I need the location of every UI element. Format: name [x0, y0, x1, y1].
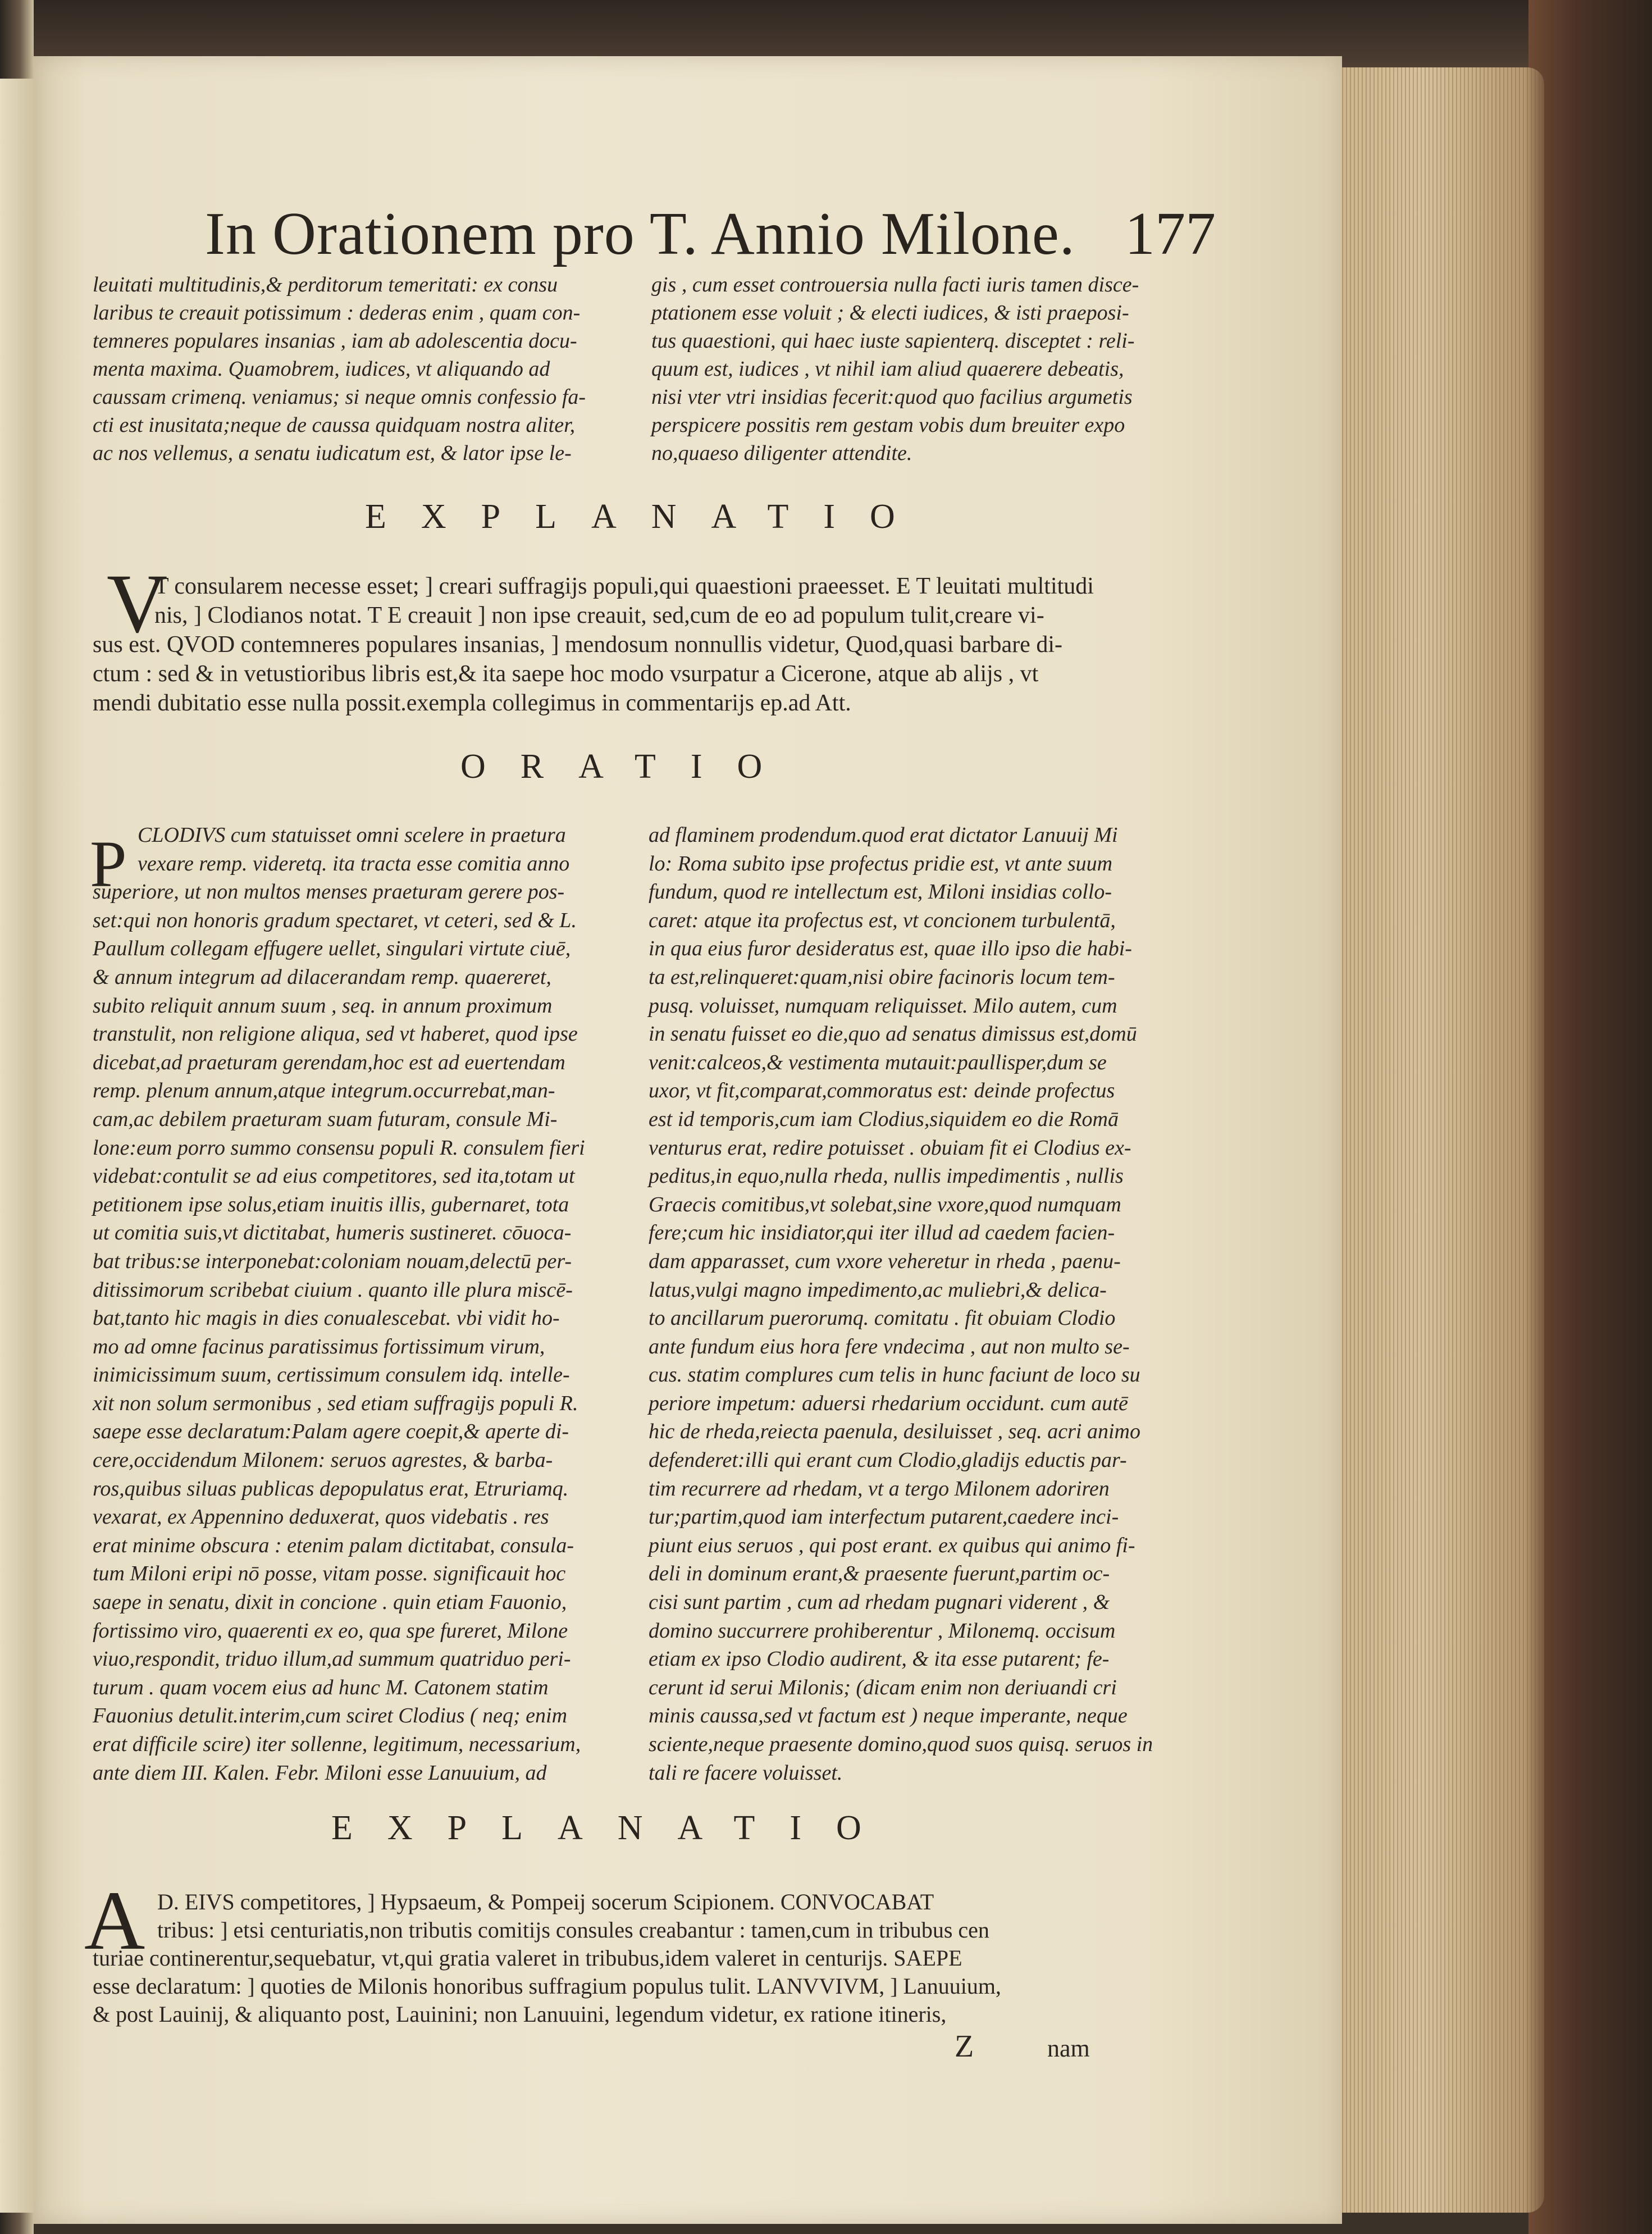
drop-initial: A: [84, 1874, 145, 1967]
oratio-column-left: [93, 821, 632, 1787]
text-line: turiae continerentur,sequebatur, vt,qui gratia valeret in tribubus,idem valeret in centurijs. SAEPE: [93, 1945, 962, 1971]
text-line: ante fundum eius hora fere vndecima , aut non multo se-: [649, 1334, 1130, 1358]
text-line: tum Miloni eripi nō posse, vitam posse. significauit hoc: [93, 1562, 566, 1586]
text-line: cus. statim complures cum telis in hunc faciunt de loco su: [649, 1363, 1140, 1387]
text-line: erat difficile scire) iter sollenne, legitimum, necessarium,: [93, 1733, 581, 1756]
text-line: & annum integrum ad dilacerandam remp. quaereret,: [93, 965, 551, 989]
text-line: lone:eum porro summo consensu populi R. consulem fieri: [93, 1136, 585, 1160]
text-line: defenderet:illi qui erant cum Clodio,gladijs eductis par-: [649, 1448, 1127, 1472]
text-line: ditissimorum scribebat ciuium . quanto ille plura miscē-: [93, 1278, 573, 1302]
text-line: ad flaminem prodendum.quod erat dictator Lanuuij Mi: [649, 823, 1118, 847]
drop-initial: V: [107, 557, 168, 650]
text-line: domino succurrere prohiberentur , Milonemq. occisum: [649, 1618, 1116, 1643]
text-line: est id temporis,cum iam Clodius,siquidem eo die Romā: [649, 1107, 1119, 1131]
text-line: minis caussa,sed vt factum est ) neque imperante, neque: [649, 1704, 1128, 1728]
text-line: ptationem esse voluit ; & electi iudices, & isti praeposi-: [651, 301, 1129, 325]
text-line: mo ad omne facinus paratissimus fortissimum virum,: [93, 1334, 545, 1358]
section-heading-oratio: ORATIO: [460, 747, 797, 786]
text-line: vexare remp. videretq. ita tracta esse comitia anno: [138, 851, 570, 876]
text-line: nisi vter vtri insidias fecerit:quod quo facilius argumetis: [651, 385, 1133, 409]
text-line: turum . quam vocem eius ad hunc M. Catonem statim: [93, 1675, 549, 1699]
text-line: transtulit, non religione aliqua, sed vt haberet, quod ipse: [93, 1022, 578, 1046]
text-line: ante diem III. Kalen. Febr. Miloni esse Lanuuium, ad: [93, 1761, 547, 1785]
text-line: fortissimo viro, quaerenti ex eo, qua spe fureret, Milone: [93, 1618, 568, 1643]
page-number: 177: [1125, 200, 1216, 267]
text-line: petitionem ipse solus,etiam inuitis illis, gubernaret, tota: [93, 1192, 569, 1216]
text-line: lo: Roma subito ipse profectus pridie est, vt ante suum: [649, 851, 1113, 876]
text-line: tim recurrere ad rhedam, vt a tergo Milonem adoriren: [649, 1476, 1110, 1501]
text-line: etiam ex ipso Clodio audirent, & ita esse putarent; fe-: [649, 1647, 1110, 1671]
text-line: Graecis comitibus,vt solebat,sine vxore,quod numquam: [649, 1192, 1121, 1216]
text-line: cerunt id serui Milonis; (dicam enim non deriuandi cri: [649, 1675, 1117, 1699]
book-cover-right: [1528, 0, 1652, 2234]
text-line: sciente,neque praesente domino,quod suos quisq. seruos in: [649, 1733, 1153, 1756]
text-line: videbat:contulit se ad eius competitores, sed ita,totam ut: [93, 1164, 575, 1188]
text-line: gis , cum esset controuersia nulla facti iuris tamen disce-: [651, 273, 1139, 297]
text-line: ut comitia suis,vt dictitabat, humeris sustineret. cōuoca-: [93, 1221, 572, 1245]
signature-mark: Z: [955, 2029, 974, 2064]
text-line: quum est, iudices , vt nihil iam aliud quaerere debeatis,: [651, 357, 1124, 381]
text-line: erat minime obscura : etenim palam dictitabat, consula-: [93, 1533, 574, 1557]
text-line: ros,quibus siluas publicas depopulatus erat, Etruriamq.: [93, 1476, 569, 1501]
text-line: in senatu fuisset eo die,quo ad senatus dimissus est,domū: [649, 1022, 1137, 1046]
explanatio-block-1: [93, 572, 1193, 718]
text-line: subito reliquit annum suum , seq. in annum proximum: [93, 993, 553, 1018]
text-line: & post Lauinij, & aliquanto post, Lauinini; non Lanuuini, legendum videtur, ex ratione itineris,: [93, 2002, 947, 2027]
text-line: tali re facere voluisset.: [649, 1761, 843, 1785]
text-line: Paullum collegam effugere uellet, singulari virtute ciuē,: [93, 937, 571, 961]
text-line: Fauonius detulit.interim,cum sciret Clodius ( neq; enim: [93, 1704, 568, 1728]
text-line: saepe esse declaratum:Palam agere coepit,& aperte di-: [93, 1420, 569, 1444]
text-line: venit:calceos,& vestimenta mutauit:paullisper,dum se: [649, 1050, 1107, 1074]
text-line: hic de rheda,reiecta paenula, desiluisset , seq. acri animo: [649, 1420, 1140, 1444]
top-column-right: [651, 271, 1202, 467]
text-line: fundum, quod re intellectum est, Miloni insidias collo-: [649, 880, 1112, 904]
text-line: cti est inusitata;neque de caussa quidquam nostra aliter,: [93, 413, 576, 437]
page-fore-edge: [1342, 67, 1544, 2213]
text-line: nis, ] Clodianos notat. T E creauit ] non ipse creauit, sed,cum de eo ad populum tulit,creare vi-: [154, 603, 1044, 628]
text-line: CLODIVS cum statuisset omni scelere in praetura: [138, 823, 566, 847]
text-line: venturus erat, redire potuisset . obuiam fit ei Clodius ex-: [649, 1136, 1131, 1160]
text-line: ta est,relinqueret:quam,nisi obire facinoris locum tem-: [649, 965, 1115, 989]
text-line: bat tribus:se interponebat:coloniam nouam,delectū per-: [93, 1249, 572, 1273]
text-line: uxor, vt fit,comparat,commoratus est: deinde profectus: [649, 1079, 1115, 1103]
text-line: saepe in senatu, dixit in concione . quin etiam Fauonio,: [93, 1590, 567, 1615]
explanatio-block-2: [93, 1888, 1193, 2028]
text-line: inimicissimum suum, certissimum consulem idq. intelle-: [93, 1363, 570, 1387]
text-line: tribus: ] etsi centuriatis,non tributis comitijs consules creabantur : tamen,cum in tribubus cen: [157, 1917, 989, 1943]
text-line: bat,tanto hic magis in dies conualescebat. vbi vidit ho-: [93, 1306, 560, 1330]
text-line: caret: atque ita profectus est, vt concionem turbulentā,: [649, 908, 1116, 932]
text-line: ac nos vellemus, a senatu iudicatum est, & lator ipse le-: [93, 441, 572, 465]
text-line: xit non solum sermonibus , sed etiam suffragijs populi R.: [93, 1391, 578, 1415]
catchword: nam: [1047, 2035, 1090, 2062]
drop-initial: P: [90, 827, 127, 901]
section-heading-explanatio: EXPLANATIO: [365, 498, 930, 536]
text-line: cisi sunt partim , cum ad rhedam pugnari viderent , &: [649, 1590, 1110, 1615]
text-line: to ancillarum puerorumq. comitatu . fit obuiam Clodio: [649, 1306, 1116, 1330]
text-line: in qua eius furor desideratus est, quae illo ipso die habi-: [649, 937, 1132, 961]
text-line: tur;partim,quod iam interfectum putarent,caedere inci-: [649, 1505, 1119, 1529]
text-line: superiore, ut non multos menses praeturam gerere pos-: [93, 880, 565, 904]
text-line: sus est. QVOD contemneres populares insanias, ] mendosum nonnullis videtur, Quod,quasi barbare di-: [93, 632, 1062, 658]
section-heading-explanatio: EXPLANATIO: [331, 1809, 896, 1847]
facing-page-edge: [0, 79, 34, 2213]
text-line: T consularem necesse esset; ] creari suffragijs populi,qui quaestioni praeesset. E T leuitati multitudi: [154, 573, 1094, 599]
text-line: dicebat,ad praeturam gerendam,hoc est ad euertendam: [93, 1050, 565, 1074]
text-line: leuitati multitudinis,& perditorum temeritati: ex consu: [93, 273, 558, 297]
text-line: cere,occidendum Milonem: seruos agrestes, & barba-: [93, 1448, 553, 1472]
text-line: fere;cum hic insidiator,qui iter illud ad caedem facien-: [649, 1221, 1115, 1245]
text-line: menta maxima. Quamobrem, iudices, vt aliquando ad: [93, 357, 550, 381]
text-line: perspicere possitis rem gestam vobis dum breuiter expo: [651, 413, 1125, 437]
text-line: esse declaratum: ] quoties de Milonis honoribus suffragium populus tulit. LANVVIVM, ] Lanuuium,: [93, 1973, 1001, 1999]
text-line: caussam crimenq. veniamus; si neque omnis confessio fa-: [93, 385, 586, 409]
text-line: piunt eius seruos , qui post erant. ex quibus qui animo fi-: [649, 1533, 1135, 1557]
text-line: vexarat, ex Appennino deduxerat, quos videbatis . res: [93, 1505, 549, 1529]
text-line: cam,ac debilem praeturam suam futuram, consule Mi-: [93, 1107, 558, 1131]
text-line: set:qui non honoris gradum spectaret, vt ceteri, sed & L.: [93, 908, 577, 932]
running-head: [121, 199, 1216, 278]
text-line: tus quaestioni, qui haec iuste sapienterq. disceptet : reli-: [651, 329, 1135, 353]
text-line: dam apparasset, cum vxore veheretur in rheda , paenu-: [649, 1249, 1121, 1273]
text-line: D. EIVS competitores, ] Hypsaeum, & Pompeij socerum Scipionem. CONVOCABAT: [157, 1889, 934, 1914]
text-line: deli in dominum erant,& praesente fuerunt,partim oc-: [649, 1562, 1110, 1586]
oratio-column-right: [649, 821, 1199, 1787]
text-line: latus,vulgi magno impedimento,ac muliebri,& delica-: [649, 1278, 1107, 1302]
text-line: laribus te creauit potissimum : dederas enim , quam con-: [93, 301, 581, 325]
top-column-left: [93, 271, 626, 467]
text-line: periore impetum: aduersi rhedarium occidunt. cum autē: [649, 1391, 1128, 1415]
text-line: peditus,in equo,nulla rheda, nullis impedimentis , nullis: [649, 1164, 1124, 1188]
text-line: no,quaeso diligenter attendite.: [651, 441, 912, 465]
text-line: ctum : sed & in vetustioribus libris est,& ita saepe hoc modo vsurpatur a Cicerone, atque ab alijs , vt: [93, 661, 1039, 687]
text-line: pusq. voluisset, numquam reliquisset. Milo autem, cum: [649, 993, 1117, 1018]
running-title: In Orationem pro T. Annio Milone.: [205, 200, 1075, 267]
text-line: temneres populares insanias , iam ab adolescentia docu-: [93, 329, 577, 353]
text-line: mendi dubitatio esse nulla possit.exempla collegimus in commentarijs ep.ad Att.: [93, 690, 851, 716]
text-line: viuo,respondit, triduo illum,ad summum quatriduo peri-: [93, 1647, 571, 1671]
text-line: remp. plenum annum,atque integrum.occurrebat,man-: [93, 1079, 555, 1103]
